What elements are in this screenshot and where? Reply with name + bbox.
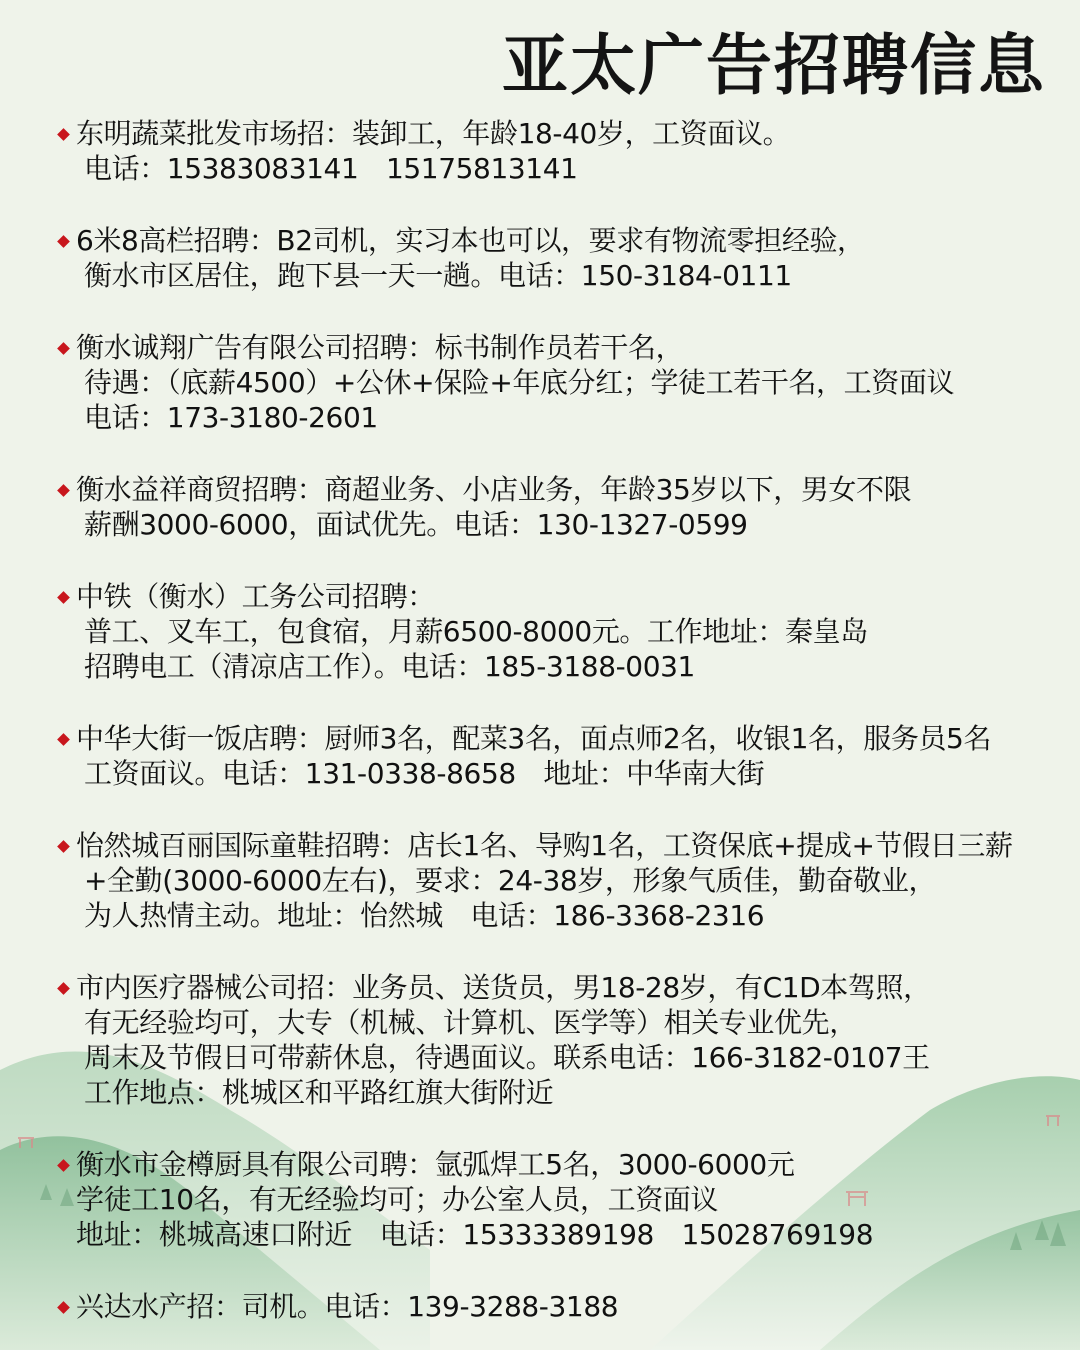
job-ad-dongming [56,116,1066,186]
job-ad-heading [56,1289,1066,1324]
job-ad-line: 衡水市区居住，跑下县一天一趟。电话：150-3184-0111 [84,259,792,292]
job-ad-medical-devices [56,970,1066,1110]
job-ad-text: 怡然城百丽国际童鞋招聘：店长1名、导购1名，工资保底+提成+节假日三薪 [76,829,1013,862]
job-ad-text: 6米8高栏招聘：B2司机，实习本也可以，要求有物流零担经验， [76,224,865,257]
job-ad-text: 中铁（衡水）工务公司招聘： [76,580,435,613]
job-ad-line: 电话：173-3180-2601 [84,401,378,434]
diamond-bullet-icon [57,591,70,604]
diamond-bullet-icon [57,733,70,746]
job-ad-line: +全勤(3000-6000左右)，要求：24-38岁，形象气质佳，勤奋敬业， [84,864,937,897]
diamond-bullet-icon [57,128,70,141]
job-ad-line: 薪酬3000-6000，面试优先。电话：130-1327-0599 [84,508,748,541]
job-ad-line: 有无经验均可，大专（机械、计算机、医学等）相关专业优先， [84,1006,857,1039]
job-ad-heading [56,223,1066,258]
job-ad-heading [56,579,1066,614]
job-ad-text: 衡水益祥商贸招聘：商超业务、小店业务，年龄35岁以下，男女不限 [76,473,912,506]
job-ad-china-railway [56,579,1066,684]
diamond-bullet-icon [57,235,70,248]
job-ad-line: 普工、叉车工，包食宿，月薪6500-8000元。工作地址：秦皇岛 [84,615,868,648]
job-ad-heading [56,721,1066,756]
job-ad-heading [56,828,1066,863]
job-ad-heading [56,970,1066,1005]
job-ad-line: 为人热情主动。地址：怡然城 电话：186-3368-2316 [84,899,765,932]
diamond-bullet-icon [57,342,70,355]
job-ad-truck-driver [56,223,1066,293]
job-ad-text: 兴达水产招：司机。电话：139-3288-3188 [76,1290,619,1323]
job-ad-line: 工作地点：桃城区和平路红旗大街附近 [84,1076,554,1109]
job-ad-text: 中华大街一饭店聘：厨师3名，配菜3名，面点师2名，收银1名，服务员5名 [76,722,992,755]
diamond-bullet-icon [57,1159,70,1172]
job-ad-belle-kids-shoes [56,828,1066,933]
page-title: 亚太广告招聘信息 [502,26,1046,104]
diamond-bullet-icon [57,1301,70,1314]
job-ad-text: 市内医疗器械公司招：业务员、送货员，男18-28岁，有C1D本驾照， [76,971,931,1004]
job-ad-chengxiang [56,330,1066,435]
job-ad-restaurant [56,721,1066,791]
diamond-bullet-icon [57,982,70,995]
job-ad-line: 电话：15383083141 15175813141 [84,152,578,185]
diamond-bullet-icon [57,484,70,497]
job-ad-heading [56,330,1066,365]
job-ad-text: 衡水市金樽厨具有限公司聘：氩弧焊工5名，3000-6000元 [76,1148,795,1181]
job-ad-text: 东明蔬菜批发市场招：装卸工，年龄18-40岁，工资面议。 [76,117,791,150]
job-ad-line: 学徒工10名，有无经验均可；办公室人员，工资面议 [76,1183,719,1216]
job-ad-xingda-seafood [56,1289,1066,1324]
job-ad-line: 地址：桃城高速口附近 电话：15333389198 15028769198 [76,1218,874,1251]
job-ad-line: 周末及节假日可带薪休息，待遇面议。联系电话：166-3182-0107王 [84,1041,930,1074]
diamond-bullet-icon [57,840,70,853]
job-ad-text: 衡水诚翔广告有限公司招聘：标书制作员若干名， [76,331,684,364]
job-ad-line: 工资面议。电话：131-0338-8658 地址：中华南大街 [84,757,765,790]
job-ad-heading [56,472,1066,507]
job-ad-yixiang [56,472,1066,542]
job-ad-heading [56,116,1066,151]
job-ad-jinzun-kitchen [56,1147,1066,1252]
job-ad-line: 招聘电工（清凉店工作）。电话：185-3188-0031 [84,650,695,683]
job-ad-heading [56,1147,1066,1182]
job-ad-line: 待遇：（底薪4500）+公休+保险+年底分红；学徒工若干名，工资面议 [84,366,955,399]
